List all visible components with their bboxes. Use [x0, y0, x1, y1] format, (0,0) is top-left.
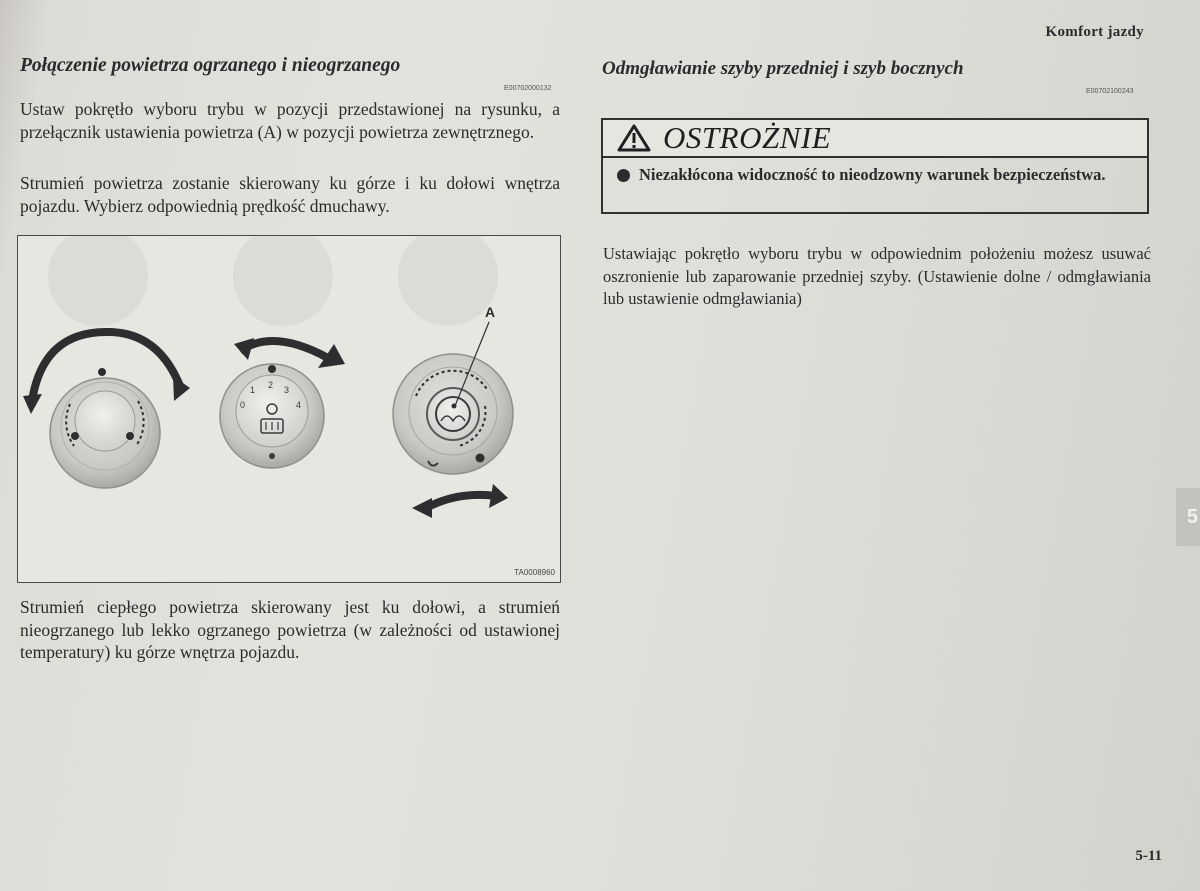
- left-section-title: Połączenie powietrza ogrzanego i nieogrzanego: [20, 55, 401, 76]
- fan-dial-label-2: 2: [268, 380, 274, 390]
- caution-title: OSTROŻNIE: [663, 120, 832, 155]
- fan-dial-label-0: 0: [240, 400, 246, 410]
- fan-dial-label-3: 3: [284, 385, 290, 395]
- bullet-icon: [617, 169, 630, 182]
- caution-header: [603, 120, 1147, 158]
- fan-speed-dial: [220, 364, 324, 468]
- left-paragraph-2: Strumień powietrza zostanie skierowany ku górze i ku dołowi wnętrza pojazdu. Wybierz odpowiednią prędkość dmuchawy.: [20, 173, 560, 216]
- climate-control-figure: [17, 235, 561, 583]
- right-section-title: Odmgławianie szyby przedniej i szyb bocznych: [602, 58, 964, 79]
- warning-triangle-icon: [617, 124, 651, 152]
- left-section-code: E00702000132: [504, 85, 552, 92]
- label-a: A: [485, 304, 496, 320]
- climate-dials-illustration: [18, 236, 559, 581]
- caution-box: [601, 118, 1149, 214]
- chapter-tab: 5: [1176, 488, 1200, 546]
- running-header: Komfort jazdy: [1045, 24, 1144, 40]
- right-section-code: E00702100243: [1086, 88, 1134, 95]
- fan-dial-label-1: 1: [250, 385, 256, 395]
- temperature-dial: [50, 368, 160, 488]
- caution-body: [603, 158, 1147, 186]
- fan-dial-label-4: 4: [296, 400, 302, 410]
- page-number: 5-11: [1135, 848, 1162, 864]
- right-paragraph-1: Ustawiając pokrętło wyboru trybu w odpowiednim położeniu możesz usuwać oszronienie lub zaparowanie przedniej szyby. (Ustawienie dolne / odmgławiania lub ustawienie odmgławiania): [603, 244, 1151, 308]
- left-paragraph-3: Strumień ciepłego powietrza skierowany jest ku dołowi, a strumień nieogrzanego lub lekko ogrzanego powietrza (w zależności od ustawionej temperatury) ku górze wnętrza pojazdu.: [20, 597, 560, 662]
- figure-code: TA0008960: [514, 568, 555, 577]
- caution-text: Niezakłócona widoczność to nieodzowny warunek bezpieczeństwa.: [639, 165, 1106, 184]
- mode-selector-dial: [393, 354, 513, 474]
- left-paragraph-1: Ustaw pokrętło wyboru trybu w pozycji przedstawionej na rysunku, a przełącznik ustawienia powietrza (A) w pozycji powietrza zewnętrznego.: [20, 99, 560, 142]
